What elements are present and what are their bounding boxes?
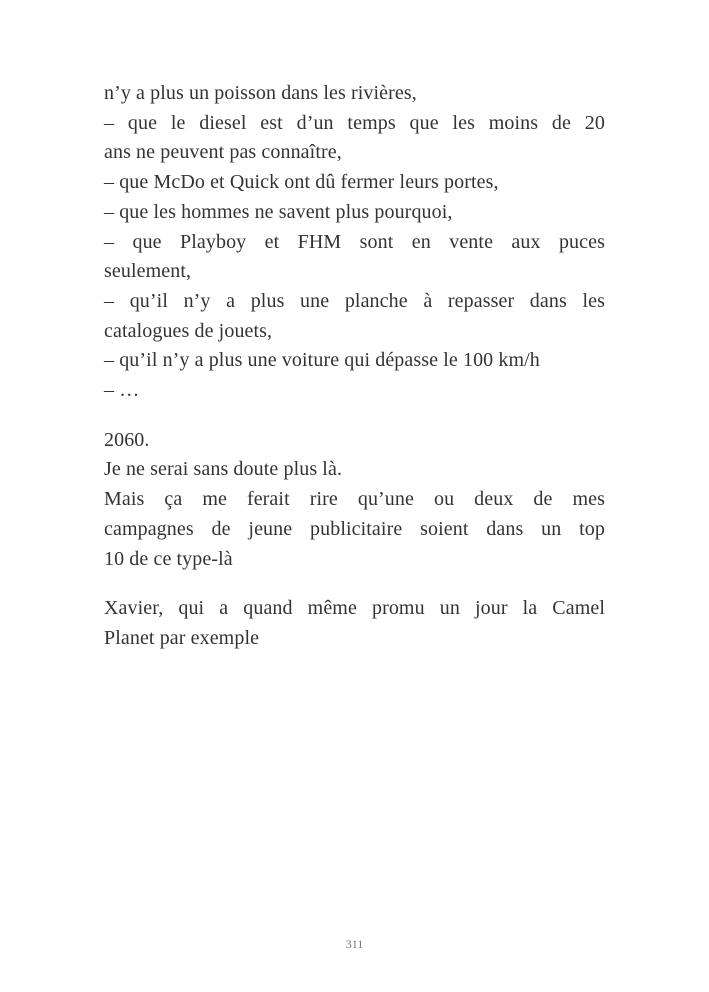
text-line: catalogues de jouets,	[104, 319, 273, 342]
text-block	[104, 79, 605, 654]
text-line: – que les hommes ne savent plus pourquoi,	[104, 200, 453, 223]
text-line: campagnes de jeune publicitaire soient dans un top	[104, 517, 605, 540]
text-line: Mais ça me ferait rire qu’une ou deux de mes	[104, 488, 605, 511]
text-line: – qu’il n’y a plus une planche à repasser dans les	[104, 289, 605, 312]
text-line: Planet par exemple	[104, 626, 260, 649]
text-line: seulement,	[104, 260, 192, 283]
text-line: ans ne peuvent pas connaître,	[104, 141, 342, 164]
text-line: – que Playboy et FHM sont en vente aux puces	[104, 230, 605, 253]
text-line: Xavier, qui a quand même promu un jour la Camel	[104, 597, 605, 620]
text-line: Je ne serai sans doute plus là.	[104, 458, 343, 481]
text-line: 2060.	[104, 428, 150, 451]
text-line: – …	[104, 379, 140, 402]
text-line: – que le diesel est d’un temps que les moins de 20	[104, 111, 605, 134]
text-line: – que McDo et Quick ont dû fermer leurs portes,	[104, 171, 499, 194]
page-number: 311	[345, 937, 364, 951]
text-line: – qu’il n’y a plus une voiture qui dépasse le 100 km/h	[104, 349, 540, 372]
text-line: n’y a plus un poisson dans les rivières,	[104, 82, 417, 104]
text-line: 10 de ce type-là	[104, 547, 233, 570]
